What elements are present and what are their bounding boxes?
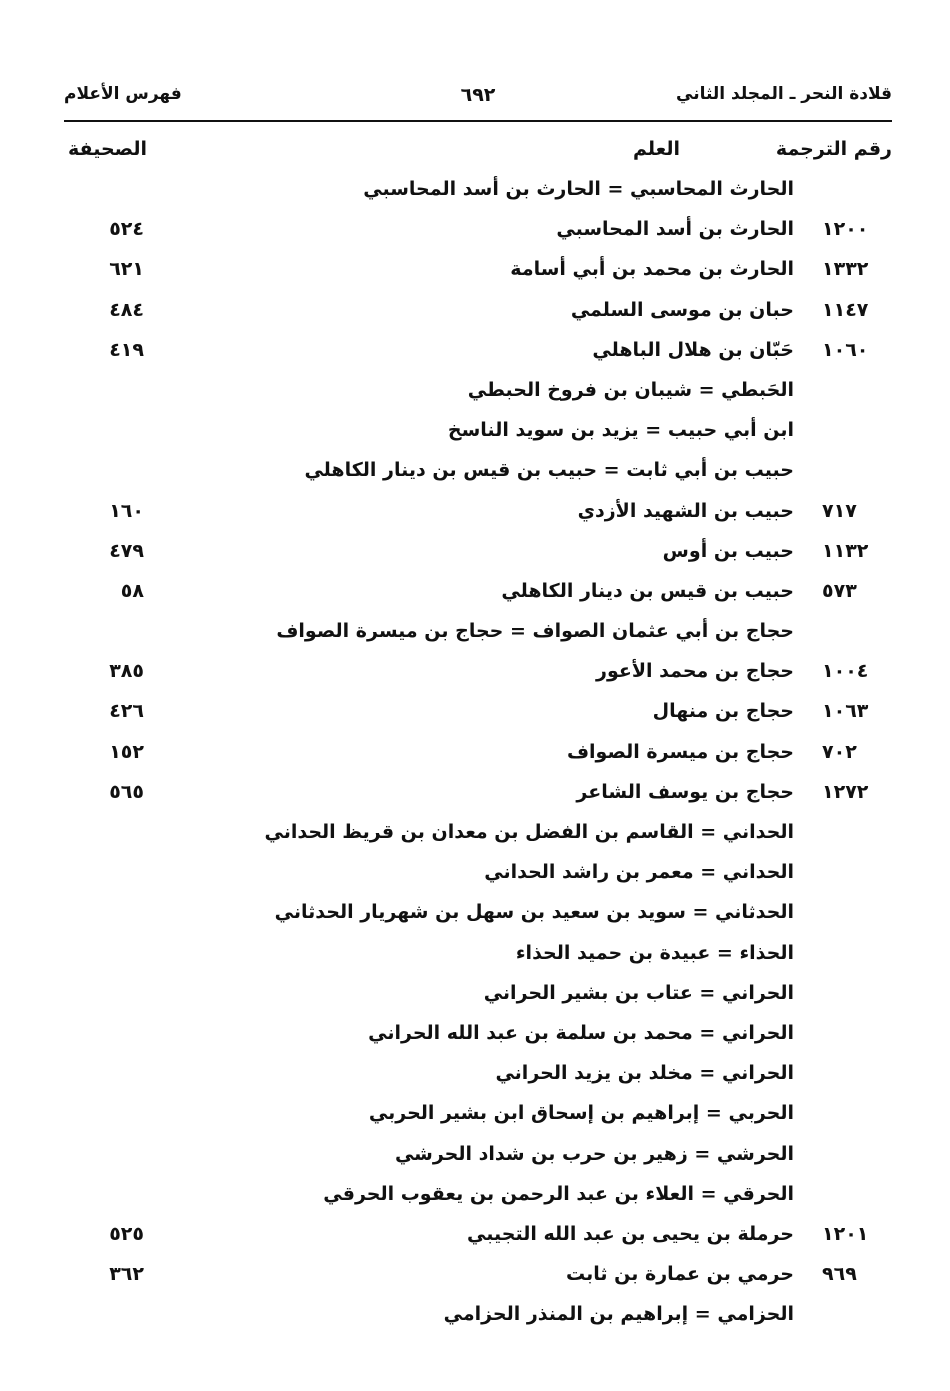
index-entry	[64, 210, 892, 250]
index-entry	[64, 492, 892, 532]
entry-name: حجاج بن أبي عثمان الصواف = حجاج بن ميسرة الصواف	[276, 620, 794, 643]
entry-name: حرمي بن عمارة بن ثابت	[566, 1263, 794, 1286]
index-entry	[64, 652, 892, 692]
entry-page: ٣٨٥	[109, 660, 144, 683]
entry-name: الحارث بن محمد بن أبي أسامة	[510, 258, 794, 281]
entry-name: حجاج بن يوسف الشاعر	[576, 780, 794, 803]
entry-number: ١٢٧٢	[822, 780, 869, 803]
index-entry	[64, 532, 892, 572]
index-entry	[64, 893, 892, 933]
entry-number: ٧١٧	[822, 499, 857, 522]
entry-number: ٧٠٢	[822, 740, 857, 763]
entry-page: ١٦٠	[109, 499, 144, 522]
entry-name: الحارث بن أسد المحاسبي	[556, 218, 794, 241]
entry-page: ٥٢٥	[109, 1222, 144, 1245]
index-entry	[64, 1215, 892, 1255]
entry-name: حبيب بن الشهيد الأزدي	[577, 499, 794, 522]
entry-number: ١٠٦٠	[822, 338, 869, 361]
index-entry	[64, 1255, 892, 1295]
entry-name: الحراني = مخلد بن يزيد الحراني	[495, 1062, 794, 1085]
index-entry	[64, 1014, 892, 1054]
entry-name: الحراني = محمد بن سلمة بن عبد الله الحراني	[368, 1021, 794, 1044]
entry-number: ١٢٠٠	[822, 218, 869, 241]
index-entry	[64, 1175, 892, 1215]
entry-number: ١١٣٢	[822, 539, 869, 562]
entry-page: ١٥٢	[109, 740, 144, 763]
index-entry	[64, 773, 892, 813]
index-entry	[64, 974, 892, 1014]
page-number: ٦٩٢	[460, 84, 496, 106]
entry-name: حبيب بن قيس بن دينار الكاهلي	[501, 579, 794, 602]
entry-name: الحداني = معمر بن راشد الحداني	[484, 861, 794, 884]
index-entry	[64, 331, 892, 371]
index-entry	[64, 572, 892, 612]
index-entry	[64, 1094, 892, 1134]
entry-number: ١٠٦٣	[822, 700, 869, 723]
entry-name: حبيب بن أوس	[662, 539, 794, 562]
entry-name: الحارث المحاسبي = الحارث بن أسد المحاسبي	[363, 178, 794, 200]
name-header: العلم	[632, 138, 680, 160]
entry-number-header: رقم الترجمة	[775, 138, 892, 160]
index-entry	[64, 250, 892, 290]
entry-name: الحراني = عتاب بن بشير الحراني	[483, 981, 794, 1004]
index-entry	[64, 1295, 892, 1335]
entry-number: ١١٤٧	[822, 298, 869, 321]
index-entry	[64, 291, 892, 331]
index-entry	[64, 371, 892, 411]
index-entry	[64, 411, 892, 451]
entry-name: ابن أبي حبيب = يزيد بن سويد الناسخ	[447, 419, 794, 442]
index-entry	[64, 170, 892, 210]
header-rule	[64, 120, 892, 122]
entry-name: الحزامي = إبراهيم بن المنذر الحزامي	[443, 1303, 794, 1326]
entry-name: حبان بن موسى السلمي	[570, 298, 794, 321]
entry-name: الحَبطي = شيبان بن فروخ الحبطي	[467, 378, 794, 401]
entry-name: الحداني = القاسم بن الفضل بن معدان بن قريظ الحداني	[264, 821, 794, 843]
entry-name: حجاج بن ميسرة الصواف	[566, 740, 794, 763]
entry-name: الحرقي = العلاء بن عبد الرحمن بن يعقوب الحرقي	[323, 1182, 794, 1205]
index-entry	[64, 692, 892, 732]
entry-number: ١٣٣٢	[822, 258, 869, 281]
entry-name: الحرشي = زهير بن حرب بن شداد الحرشي	[394, 1142, 794, 1165]
entry-page: ٥٦٥	[109, 780, 144, 803]
entry-number: ٥٧٣	[822, 579, 857, 602]
index-entry	[64, 451, 892, 491]
entry-page: ٥٨	[120, 579, 144, 602]
section-title: فهرس الأعلام	[64, 84, 182, 104]
index-entries	[64, 170, 892, 1335]
entry-page: ٥٢٤	[109, 218, 144, 241]
entry-page: ٤٨٤	[109, 298, 144, 321]
running-head	[64, 84, 892, 114]
entry-number: ١٢٠١	[822, 1222, 869, 1245]
entry-page: ٤١٩	[109, 338, 144, 361]
index-entry	[64, 1054, 892, 1094]
entry-page: ٤٧٩	[109, 539, 144, 562]
entry-name: الحربي = إبراهيم بن إسحاق ابن بشير الحربي	[368, 1102, 794, 1125]
index-entry	[64, 934, 892, 974]
index-entry	[64, 813, 892, 853]
column-headers	[64, 138, 892, 172]
index-entry	[64, 1135, 892, 1175]
entry-name: حجاج بن منهال	[652, 700, 794, 723]
book-title: قلادة النحر ـ المجلد الثاني	[676, 84, 892, 104]
index-entry	[64, 853, 892, 893]
entry-page: ٣٦٢	[109, 1263, 144, 1286]
index-entry	[64, 612, 892, 652]
entry-name: حبيب بن أبي ثابت = حبيب بن قيس بن دينار الكاهلي	[304, 459, 794, 482]
entry-name: حرملة بن يحيى بن عبد الله التجيبي	[467, 1222, 794, 1245]
entry-name: حَبّان بن هلال الباهلي	[592, 338, 794, 361]
entry-number: ٩٦٩	[822, 1263, 857, 1286]
entry-name: الحذاء = عبيدة بن حميد الحذاء	[515, 941, 794, 964]
entry-number: ١٠٠٤	[822, 660, 869, 683]
entry-page: ٦٢١	[109, 258, 144, 281]
entry-name: حجاج بن محمد الأعور	[596, 660, 794, 683]
index-entry	[64, 733, 892, 773]
page-header: الصحيفة	[68, 138, 148, 160]
entry-page: ٤٢٦	[109, 700, 144, 723]
entry-name: الحدثاني = سويد بن سعيد بن سهل بن شهريار الحدثاني	[274, 901, 794, 924]
